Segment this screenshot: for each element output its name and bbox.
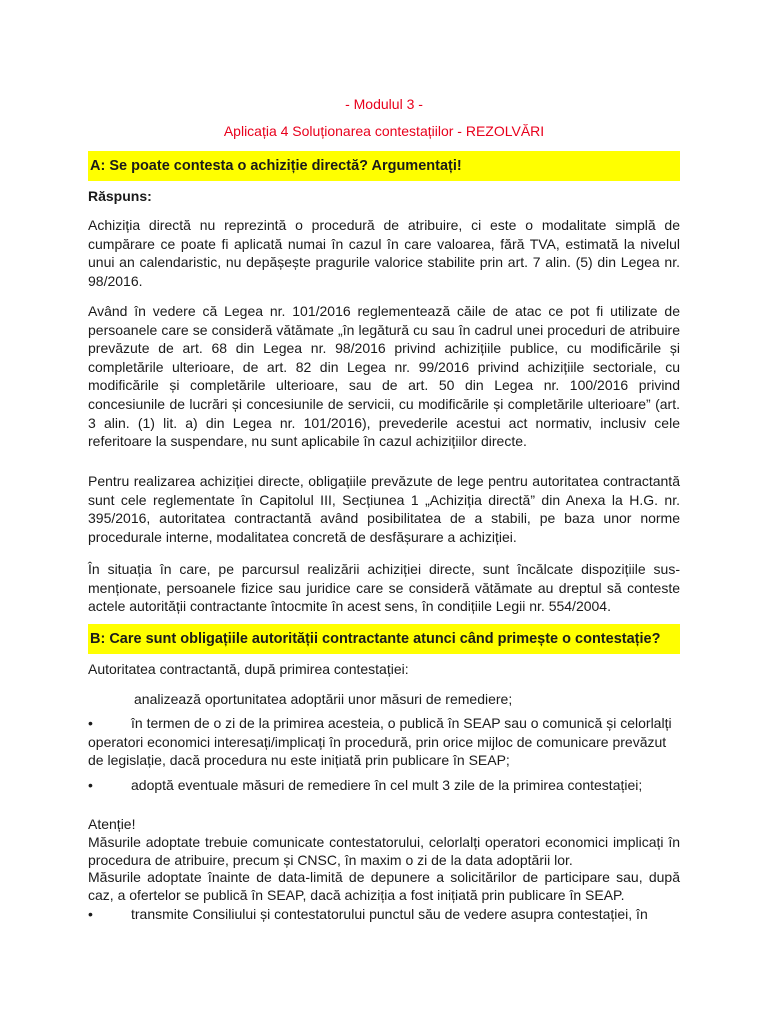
document-subtitle: Aplicația 4 Soluționarea contestațiilor - REZOLVĂRI	[223, 123, 545, 139]
paragraph-a3: Pentru realizarea achiziției directe, obligațiile prevăzute de lege pentru autoritatea contractantă sunt cele reglementate în Capitolul III, Secțiunea 1 „Achiziția directă” din Anexa la H.G. nr. 395/2016, autoritatea contractantă având posibilitatea de a stabili, pe baza unor norme procedurale interne, modalitatea concretă de desfășurare a achiziției.	[88, 473, 680, 545]
module-title: - Modulul 3 -	[345, 96, 423, 112]
attention-paragraph-2: Măsurile adoptate înainte de data-limită de depunere a solicitărilor de participare sau, după caz, a ofertelor se publică în SEAP, dacă achiziția a fost inițiată prin publicare în SEAP.	[88, 869, 680, 903]
bullet-icon: •	[88, 906, 93, 922]
paragraph-a1: Achiziția directă nu reprezintă o procedură de atribuire, ci este o modalitate simplă de cumpărare ce poate fi aplicată numai în cazul în care valoarea, fără TVA, estimată la nivelul unui an calendaristic, nu depășește pragurile valorice stabilite prin art. 7 alin. (5) din Legea nr. 98/2016.	[88, 217, 680, 289]
bullet-icon: •	[88, 777, 93, 793]
list-item-text: transmite Consiliului și contestatorului punctul său de vedere asupra contestației, în	[131, 906, 648, 922]
question-a-banner: A: Se poate contesta o achiziție directă? Argumentați!	[88, 151, 680, 181]
bullet-icon: •	[88, 715, 93, 731]
list-item-adopt-remedies	[88, 776, 680, 795]
paragraph-b-intro: Autoritatea contractantă, după primirea contestației:	[88, 661, 409, 677]
attention-label: Atenție!	[88, 816, 136, 832]
paragraph-a4: În situația în care, pe parcursul realizării achiziției directe, sunt încălcate dispozițiile sus-menționate, persoanele fizice sau juridice care se consideră vătămate au dreptul să conteste actele autorității contractante întocmite în acest sens, în condițiile Legii nr. 554/2004.	[88, 561, 680, 615]
list-item-text: adoptă eventuale măsuri de remediere în cel mult 3 zile de la primirea contestației;	[131, 777, 643, 793]
paragraph-a2: Având în vedere că Legea nr. 101/2016 reglementează căile de atac ce pot fi utilizate de persoanele care se consideră vătămate „în legătură cu sau în cadrul unei proceduri de atribuire prevăzute de art. 68 din Legea nr. 98/2016 privind achizițiile publice, cu modificările și completările ulterioare, de art. 82 din Legea nr. 99/2016 privind achizițiile sectoriale, cu modificările și completările ulterioare, sau de art. 50 din Legea nr. 100/2016 privind concesiunile de lucrări și concesiunile de servicii, cu modificările și completările ulterioare” (art. 3 alin. (1) lit. a) din Legea nr. 101/2016), prevederile acestui act normativ, inclusiv cele referitoare la suspendare, nu sunt aplicabile în cazul achizițiilor directe.	[88, 303, 680, 450]
list-item-publish	[88, 714, 680, 770]
attention-paragraph-1: Măsurile adoptate trebuie comunicate contestatorului, celorlalți operatori economici implicați în procedura de atribuire, precum și CNSC, în maxim o zi de la data adoptării lor.	[88, 834, 680, 868]
list-item-remedies-analysis: analizează oportunitatea adoptării unor măsuri de remediere;	[134, 691, 513, 707]
list-item-text: în termen de o zi de la primirea acesteia, o publică în SEAP sau o comunică și celorlalți operatori economici interesați/implicați în procedură, prin orice mijloc de comunicare prevăzut de legislație, dacă procedura nu este inițiată prin publicare în SEAP;	[88, 715, 672, 769]
question-b-banner: B: Care sunt obligațiile autorității contractante atunci când primește o contestație?	[88, 624, 680, 654]
list-item-transmit	[88, 906, 680, 924]
answer-label: Răspuns:	[88, 188, 152, 204]
